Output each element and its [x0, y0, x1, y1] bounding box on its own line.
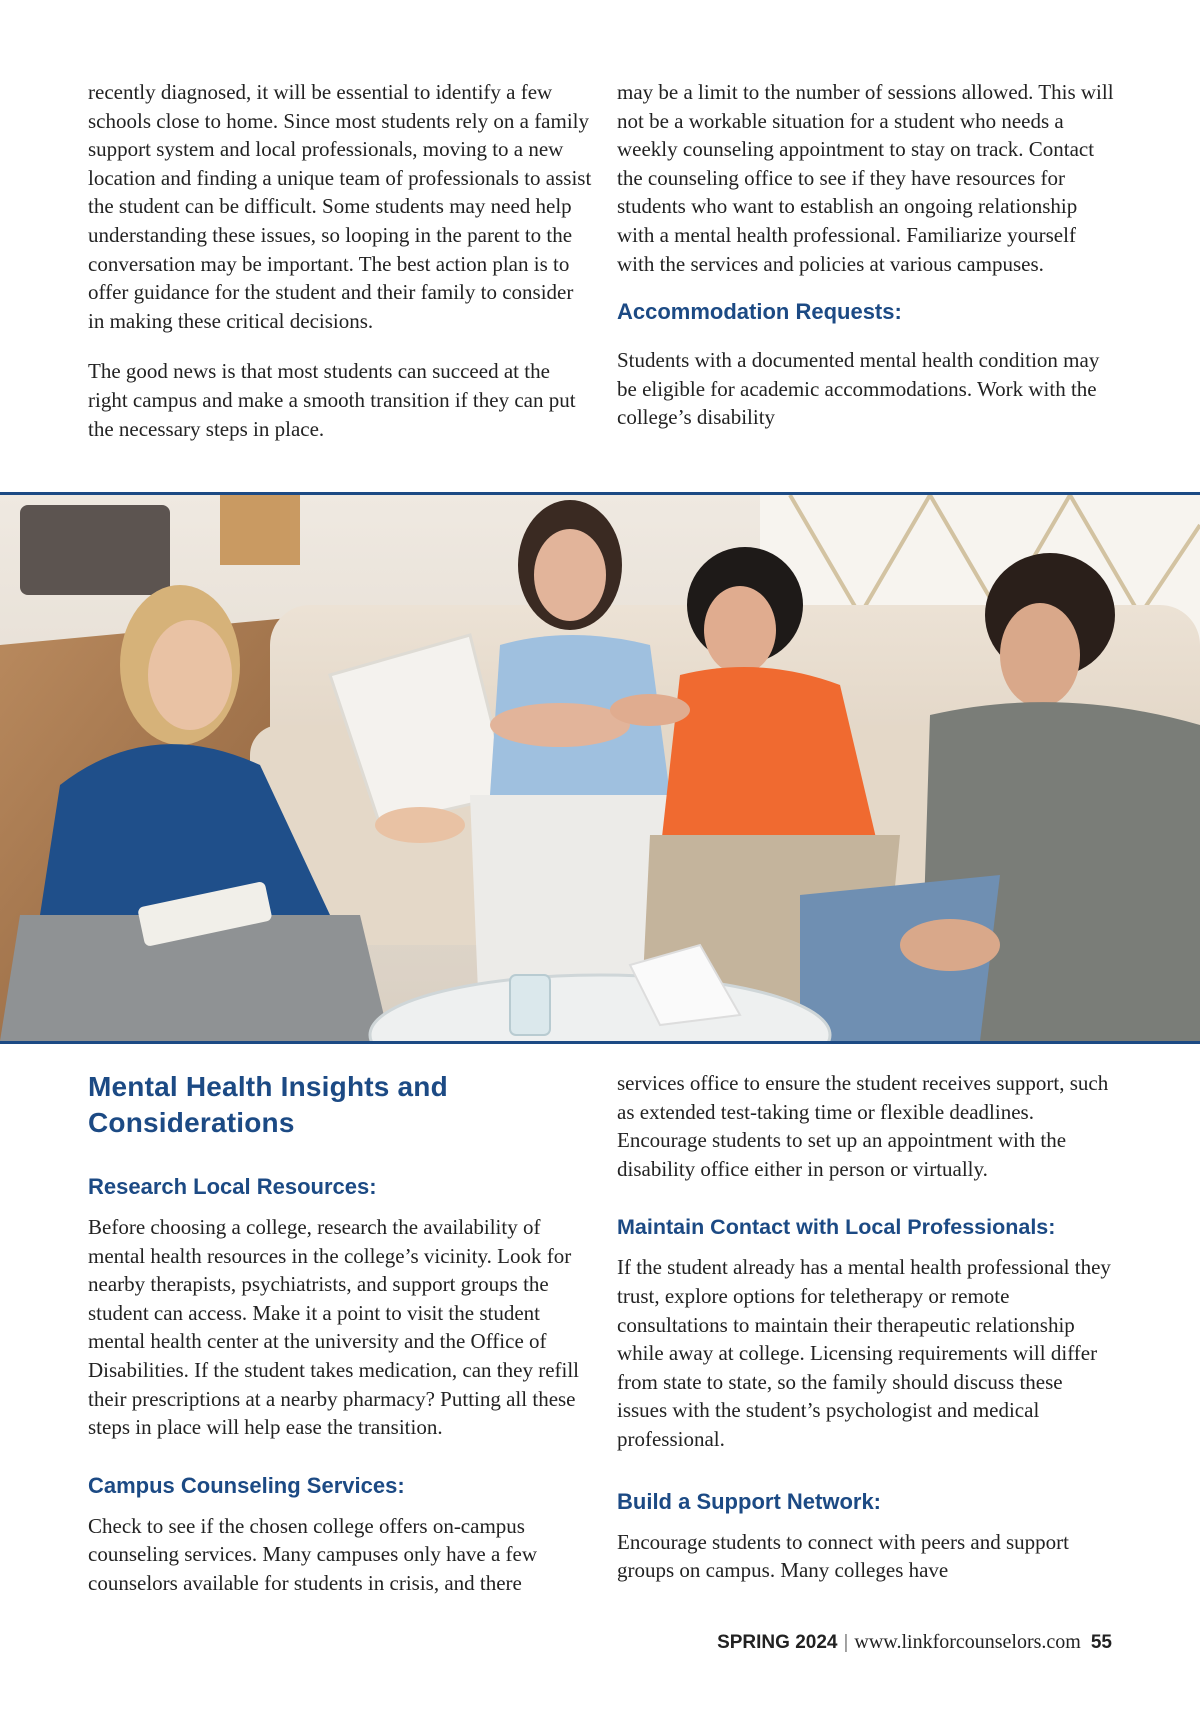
body-paragraph: Encourage students to connect with peers and support groups on campus. Many colleges have	[617, 1529, 1069, 1583]
body-paragraph: Before choosing a college, research the availability of mental health resources in the college’s vicinity. Look for nearby therapists, psychiatrists, and support groups the student can access. Make it a point to visit the student mental health center at the university and the Office of Disabilities. If the student takes medication, can they refill their prescriptions at a nearby pharmacy? Putting all these steps in place will help ease the transition.	[88, 1215, 580, 1440]
issue-season: SPRING 2024	[717, 1632, 838, 1653]
research-heading: Research Local Resources:	[88, 1174, 377, 1199]
body-paragraph: Check to see if the chosen college offers on-campus counseling services. Many campuses only have a few counselors available for students in crisis, and there	[88, 1513, 538, 1595]
page-footer	[717, 1631, 1112, 1654]
body-paragraph: may be a limit to the number of sessions allowed. This will not be a workable situation for a student who needs a weekly counseling appointment to stay on track. Contact the counseling office to see if they have resources for students who want to establish an ongoing relationship with a mental health professional. Familiarize yourself with the services and policies at various campuses.	[617, 80, 1114, 276]
body-paragraph: If the student already has a mental health professional they trust, explore options for teletherapy or remote consultations to maintain their therapeutic relationship while away at college. Licensing requirements will differ from state to state, so the family should discuss these issues with the student’s psychologist and medical professional.	[617, 1255, 1111, 1451]
photo-illustration	[0, 495, 1200, 1041]
body-paragraph: Students with a documented mental health condition may be eligible for academic accommodations. Work with the college’s disability	[617, 348, 1100, 430]
campus-heading: Campus Counseling Services:	[88, 1472, 405, 1498]
body-paragraph: The good news is that most students can succeed at the right campus and make a smooth transition if they can put the necessary steps in place.	[88, 359, 576, 441]
maintain-heading: Maintain Contact with Local Professionals:	[617, 1215, 1056, 1240]
top-right-column	[617, 78, 1117, 432]
top-left-column	[88, 78, 593, 443]
body-paragraph: services office to ensure the student receives support, such as extended test-taking time or flexible deadlines. Encourage students to set up an appointment with the disability office either in person or virtually.	[617, 1071, 1109, 1181]
counseling-session-photo	[0, 492, 1200, 1044]
accommodation-heading: Accommodation Requests:	[617, 299, 902, 325]
website-link[interactable]: www.linkforcounselors.com	[854, 1631, 1081, 1653]
bottom-right-column	[617, 1069, 1117, 1585]
network-heading: Build a Support Network:	[617, 1488, 881, 1514]
page-number: 55	[1090, 1632, 1112, 1653]
body-paragraph: recently diagnosed, it will be essential to identify a few schools close to home. Since most students rely on a family support system and local professionals, moving to a new location and finding a unique team of professionals to assist the student can be difficult. Some students may need help understanding these issues, so looping in the parent to the conversation may be important. The best action plan is to offer guidance for the student and their family to consider in making these critical decisions.	[88, 80, 592, 333]
footer-separator: |	[843, 1632, 849, 1653]
bottom-left-column	[88, 1069, 593, 1598]
section-title: Mental Health Insights and Considerations	[88, 1071, 448, 1138]
